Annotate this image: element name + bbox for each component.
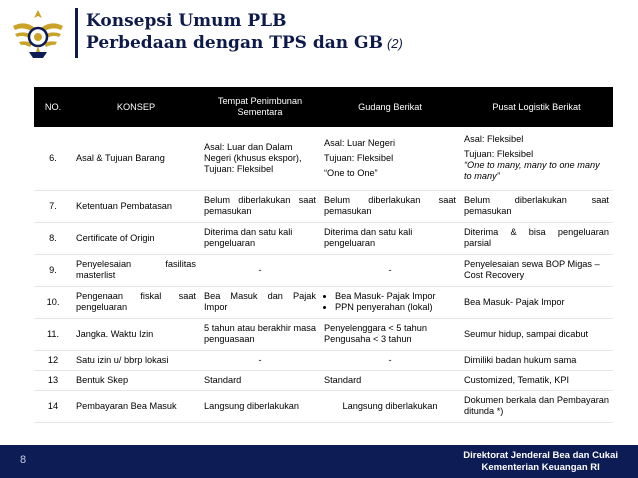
cell-no: 11. [34, 318, 72, 350]
footer-organization [463, 450, 618, 474]
cell-plb [460, 127, 613, 190]
cell-gb: - [320, 350, 460, 370]
tps-line: Tujuan: Fleksibel [204, 163, 274, 174]
cell-tps: Bea Masuk dan Pajak Impor [200, 286, 320, 318]
cell-no: 10. [34, 286, 72, 318]
title-subtitle: (2) [386, 36, 403, 51]
table-row [34, 127, 613, 190]
cell-gb: Standard [320, 370, 460, 390]
cell-plb: Belum diberlakukan saat pemasukan [460, 190, 613, 222]
cell-konsep: Penyelesaian fasilitas masterlist [72, 254, 200, 286]
cell-gb [320, 286, 460, 318]
cell-tps: Diterima dan satu kali pengeluaran [200, 222, 320, 254]
table-row [34, 318, 613, 350]
cell-plb: Seumur hidup, sampai dicabut [460, 318, 613, 350]
cell-tps: Langsung diberlakukan [200, 390, 320, 422]
table-row [34, 350, 613, 370]
cell-no: 12 [34, 350, 72, 370]
cell-gb: Langsung diberlakukan [320, 390, 460, 422]
plb-line: Tujuan: Fleksibel [464, 149, 534, 160]
cell-konsep: Asal & Tujuan Barang [72, 127, 200, 190]
cell-tps: - [200, 350, 320, 370]
gb-line: Asal: Luar Negeri [324, 137, 395, 148]
cell-no: 9. [34, 254, 72, 286]
cell-gb: - [320, 254, 460, 286]
col-header-plb: Pusat Logistik Berikat [460, 87, 613, 127]
table-row [34, 286, 613, 318]
title-line-2 [86, 32, 403, 55]
page-title [86, 10, 403, 55]
cell-no: 6. [34, 127, 72, 190]
cell-plb: Bea Masuk- Pajak Impor [460, 286, 613, 318]
gb-bullet-list [324, 291, 456, 313]
gb-line: Tujuan: Fleksibel [324, 152, 394, 163]
table-row [34, 390, 613, 422]
table-row [34, 370, 613, 390]
cell-tps [200, 127, 320, 190]
page-number: 8 [20, 454, 27, 466]
org-line-1: Direktorat Jenderal Bea dan Cukai [463, 450, 618, 461]
plb-line: “One to many, many to one many to many” [464, 160, 600, 182]
list-item: • Bea Masuk- Pajak Impor [335, 291, 456, 302]
cell-konsep: Satu izin u/ bbrp lokasi [72, 350, 200, 370]
col-header-no: NO. [34, 87, 72, 127]
title-line-2-text: Perbedaan dengan TPS dan GB [86, 33, 383, 53]
table-header-row [34, 87, 613, 127]
table-row [34, 190, 613, 222]
cell-konsep: Bentuk Skep [72, 370, 200, 390]
cell-no: 7. [34, 190, 72, 222]
col-header-konsep: KONSEP [72, 87, 200, 127]
col-header-tps: Tempat Penimbunan Sementara [200, 87, 320, 127]
footer-bar [0, 445, 638, 478]
cell-no: 8. [34, 222, 72, 254]
title-divider [75, 8, 78, 58]
cell-tps: Belum diberlakukan saat pemasukan [200, 190, 320, 222]
table-row [34, 254, 613, 286]
cell-konsep: Jangka. Waktu Izin [72, 318, 200, 350]
cell-konsep: Ketentuan Pembatasan [72, 190, 200, 222]
tps-line: Asal: Luar dan Dalam Negeri (khusus ekspor), [204, 141, 302, 163]
cell-plb: Dimiliki badan hukum sama [460, 350, 613, 370]
col-header-gb: Gudang Berikat [320, 87, 460, 127]
cell-no: 14 [34, 390, 72, 422]
org-line-2: Kementerian Keuangan RI [481, 462, 600, 473]
gb-line: Penyelenggara < 5 tahun [324, 323, 427, 333]
plb-line: Asal: Fleksibel [464, 134, 524, 145]
cell-gb: Belum diberlakukan saat pemasukan [320, 190, 460, 222]
cell-plb: Penyelesaian sewa BOP Migas – Cost Recovery [460, 254, 613, 286]
cell-tps: Standard [200, 370, 320, 390]
list-item: • PPN penyerahan (lokal) [335, 302, 456, 313]
cell-gb [320, 318, 460, 350]
cell-tps: - [200, 254, 320, 286]
cell-konsep: Pembayaran Bea Masuk [72, 390, 200, 422]
cell-plb: Dokumen berkala dan Pembayaran ditunda *) [460, 390, 613, 422]
gb-line: “One to One” [324, 167, 378, 178]
cell-tps: 5 tahun atau berakhir masa penguasaan [200, 318, 320, 350]
cell-plb: Customized, Tematik, KPI [460, 370, 613, 390]
cell-no: 13 [34, 370, 72, 390]
gb-line: Pengusaha < 3 tahun [324, 334, 412, 344]
cell-gb: Diterima dan satu kali pengeluaran [320, 222, 460, 254]
table-row [34, 222, 613, 254]
cell-konsep: Certificate of Origin [72, 222, 200, 254]
cell-konsep: Pengenaan fiskal saat pengeluaran [72, 286, 200, 318]
comparison-table [34, 87, 613, 423]
title-line-1: Konsepsi Umum PLB [86, 11, 287, 31]
bea-cukai-logo-icon [9, 6, 67, 62]
cell-plb: Diterima & bisa pengeluaran parsial [460, 222, 613, 254]
cell-gb [320, 127, 460, 190]
